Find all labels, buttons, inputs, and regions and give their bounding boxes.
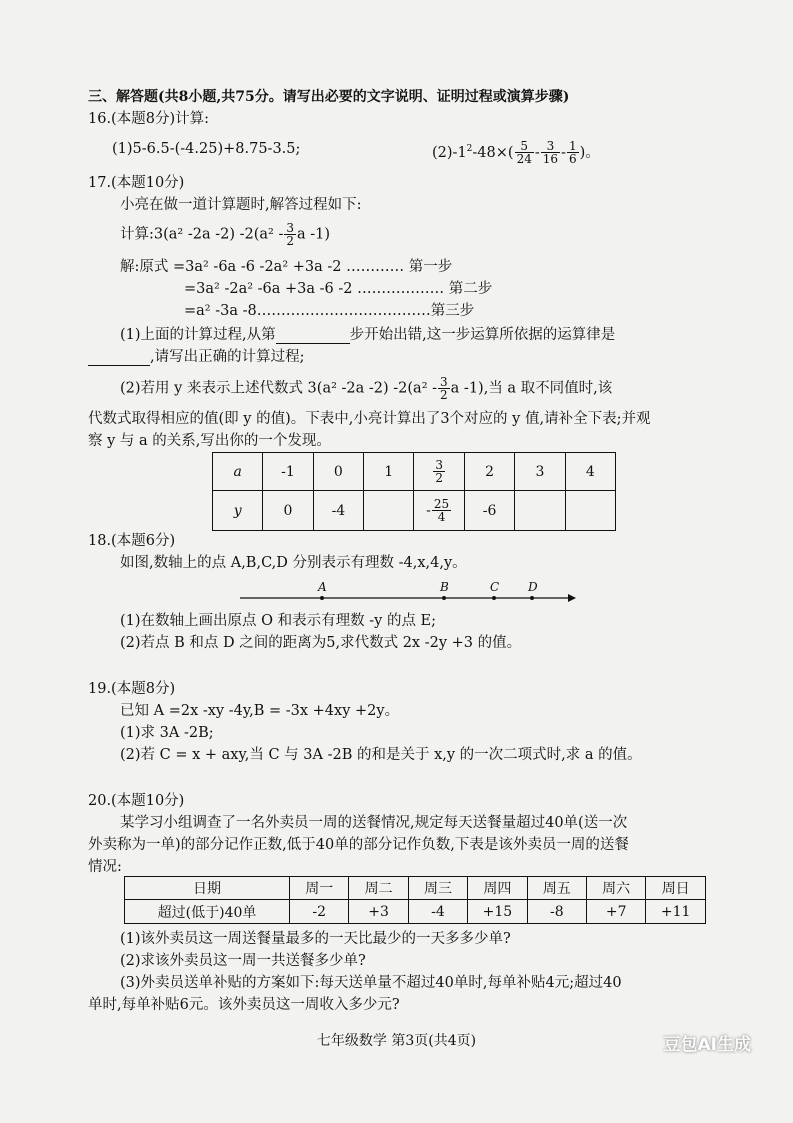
q17-part1-line2: ,请写出正确的计算过程; bbox=[88, 348, 305, 366]
q17-part2-line3: 察 y 与 a 的关系,写出你的一个发现。 bbox=[88, 433, 331, 449]
fraction: $\frac{3}{2}$ bbox=[435, 458, 443, 485]
answer-blank[interactable] bbox=[88, 349, 150, 366]
point-label-a: A bbox=[318, 580, 327, 594]
fraction: $\frac{5}{24}$ bbox=[516, 139, 532, 167]
table-cell-blank[interactable] bbox=[565, 491, 615, 531]
q19-part2: (2)若 C = x + axy,当 C 与 3A -2B 的和是关于 x,y 的一次二项式时,求 a 的值。 bbox=[120, 747, 642, 763]
point-label-b: B bbox=[440, 580, 449, 594]
q19-given: 已知 A =2x -xy -4y,B = -3x +4xy +2y。 bbox=[120, 703, 400, 719]
answer-blank[interactable] bbox=[276, 327, 350, 344]
q18-part1: (1)在数轴上画出原点 O 和表示有理数 -y 的点 E; bbox=[120, 613, 437, 629]
q17-solution-step2: =3a² -2a² -6a +3a -6 -2 ……………… 第二步 bbox=[184, 281, 493, 297]
q17-part2-line1: (2)若用 y 来表示上述代数式 3(a² -2a -2) -2(a² - $\frac{3}{2}$ a -1),当 a 取不同值时,该 bbox=[120, 375, 613, 402]
fraction: $\frac{3}{2}$ bbox=[440, 375, 448, 402]
fraction: $\frac{3}{2}$ bbox=[286, 221, 294, 248]
q17-calc: 计算:3(a² -2a -2) -2(a² - $\frac{3}{2}$ a -1) bbox=[120, 221, 331, 248]
q18-intro: 如图,数轴上的点 A,B,C,D 分别表示有理数 -4,x,4,y。 bbox=[120, 555, 467, 571]
q17-header: 17.(本题10分) bbox=[88, 175, 185, 191]
q20-line3: 情况: bbox=[88, 859, 122, 875]
point-label-d: D bbox=[528, 580, 538, 594]
q17-value-table bbox=[212, 452, 616, 531]
q20-line2: 外卖称为一单)的部分记作正数,低于40单的部分记作负数,下表是该外卖员一周的送餐 bbox=[88, 837, 629, 853]
point-label-c: C bbox=[490, 580, 500, 594]
table-row: 超过(低于)40单 -2 +3 -4 +15 -8 +7 +11 bbox=[125, 900, 706, 924]
table-row-a: a -1 0 1 $\frac{3}{2}$ 2 3 4 bbox=[213, 453, 616, 491]
q20-part3-line1: (3)外卖员送单补贴的方案如下:每天送单量不超过40单时,每单补贴4元;超过40 bbox=[120, 975, 622, 991]
q19-part1: (1)求 3A -2B; bbox=[120, 725, 214, 741]
q20-part2: (2)求该外卖员这一周一共送餐多少单? bbox=[120, 953, 366, 969]
table-cell-blank[interactable] bbox=[364, 491, 414, 531]
q16-part1: (1)5-6.5-(-4.25)+8.75-3.5; bbox=[112, 141, 301, 157]
q17-part1-line1: (1)上面的计算过程,从第 步开始出错,这一步运算所依据的运算律是 bbox=[120, 327, 616, 343]
fraction: $\frac{25}{4}$ bbox=[433, 497, 450, 524]
table-row-y: y 0 -4 - $\frac{25}{4}$ -6 bbox=[213, 491, 616, 531]
fraction: $\frac{3}{16}$ bbox=[542, 139, 559, 167]
q20-part3-line2: 单时,每单补贴6元。该外卖员这一周收入多少元? bbox=[88, 997, 400, 1013]
q17-part2-line2: 代数式取得相应的值(即 y 的值)。下表中,小亮计算出了3个对应的 y 值,请补全下表;并观 bbox=[88, 411, 651, 427]
q17-intro: 小亮在做一道计算题时,解答过程如下: bbox=[120, 197, 362, 213]
table-cell-blank[interactable] bbox=[515, 491, 565, 531]
q19-header: 19.(本题8分) bbox=[88, 681, 176, 697]
watermark: 豆包AI生成 bbox=[663, 1035, 751, 1055]
q16-part2: $(2)-1^2-48\times$( $\frac{5}{24}$ - $\frac{3}{16}$ - $\frac{1}{6}$ )。 bbox=[432, 139, 600, 167]
q18-header: 18.(本题6分) bbox=[88, 533, 176, 549]
q20-delivery-table bbox=[124, 876, 706, 924]
q17-solution-step3: =a² -3a -8………………………………第三步 bbox=[184, 303, 475, 319]
q18-part2: (2)若点 B 和点 D 之间的距离为5,求代数式 2x -2y +3 的值。 bbox=[120, 635, 522, 651]
page-footer: 七年级数学 第3页(共4页) bbox=[316, 1033, 477, 1049]
q20-header: 20.(本题10分) bbox=[88, 793, 185, 809]
q20-line1: 某学习小组调查了一名外卖员一周的送餐情况,规定每天送餐量超过40单(送一次 bbox=[120, 815, 628, 831]
q17-solution-step1: 解:原式 =3a² -6a -6 -2a² +3a -2 ………… 第一步 bbox=[120, 259, 453, 275]
section-heading: 三、解答题(共8小题,共75分。请写出必要的文字说明、证明过程或演算步骤) bbox=[88, 89, 570, 105]
fraction: $\frac{1}{6}$ bbox=[568, 139, 577, 167]
table-header-row: 日期 周一 周二 周三 周四 周五 周六 周日 bbox=[125, 877, 706, 900]
q20-part1: (1)该外卖员这一周送餐量最多的一天比最少的一天多多少单? bbox=[120, 931, 511, 947]
q16-header: 16.(本题8分)计算: bbox=[88, 111, 209, 127]
